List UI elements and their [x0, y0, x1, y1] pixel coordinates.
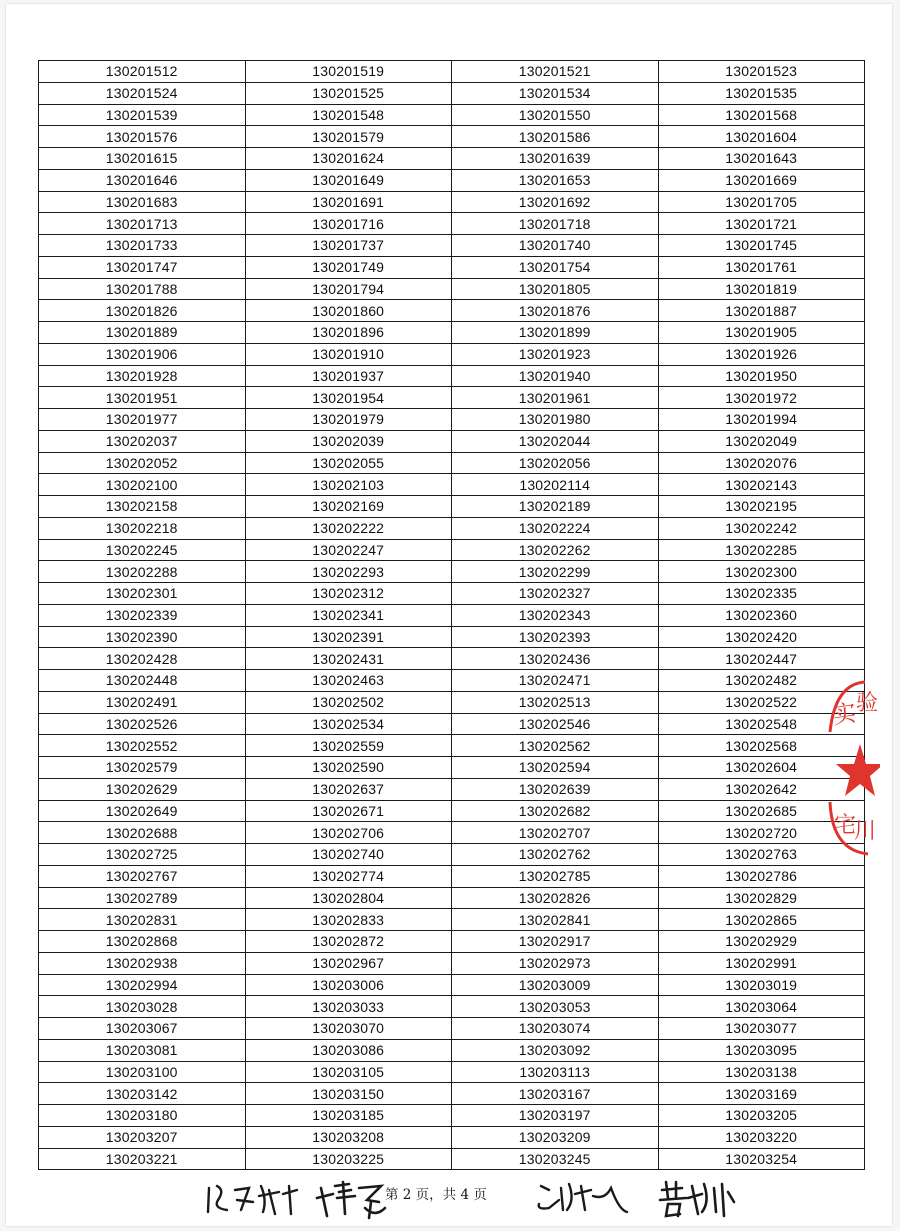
table-cell: 130203028	[39, 996, 246, 1018]
table-cell: 130203100	[39, 1061, 246, 1083]
table-row	[39, 713, 865, 735]
table-cell: 130201525	[245, 82, 452, 104]
table-cell: 130201980	[452, 409, 659, 431]
table-row	[39, 865, 865, 887]
table-cell: 130202639	[452, 778, 659, 800]
table-cell: 130202100	[39, 474, 246, 496]
table-cell: 130202502	[245, 691, 452, 713]
table-cell: 130202222	[245, 517, 452, 539]
table-cell: 130202463	[245, 670, 452, 692]
table-cell: 130202994	[39, 974, 246, 996]
svg-text:宅: 宅	[834, 813, 857, 838]
table-cell: 130203081	[39, 1039, 246, 1061]
table-cell: 130201896	[245, 322, 452, 344]
table-cell: 130203185	[245, 1105, 452, 1127]
table-cell: 130201604	[658, 126, 865, 148]
table-cell: 130201937	[245, 365, 452, 387]
table-cell: 130201887	[658, 300, 865, 322]
table-cell: 130202967	[245, 952, 452, 974]
table-cell: 130202938	[39, 952, 246, 974]
table-row	[39, 1148, 865, 1170]
table-row	[39, 409, 865, 431]
table-cell: 130203254	[658, 1148, 865, 1170]
table-cell: 130201940	[452, 365, 659, 387]
table-cell: 130202247	[245, 539, 452, 561]
table-cell: 130203067	[39, 1018, 246, 1040]
table-row	[39, 191, 865, 213]
table-cell: 130203225	[245, 1148, 452, 1170]
table-cell: 130202579	[39, 757, 246, 779]
table-cell: 130201876	[452, 300, 659, 322]
table-row	[39, 909, 865, 931]
table-row	[39, 387, 865, 409]
table-row	[39, 952, 865, 974]
table-cell: 130202833	[245, 909, 452, 931]
table-cell: 130202391	[245, 626, 452, 648]
table-cell: 130202327	[452, 583, 659, 605]
table-cell: 130202829	[658, 887, 865, 909]
table-cell: 130202762	[452, 844, 659, 866]
table-cell: 130202685	[658, 800, 865, 822]
table-cell: 130202868	[39, 931, 246, 953]
table-cell: 130201535	[658, 82, 865, 104]
table-cell: 130201747	[39, 256, 246, 278]
red-seal-stamp-icon	[820, 672, 880, 862]
table-cell: 130201524	[39, 82, 246, 104]
table-row	[39, 256, 865, 278]
table-cell: 130202831	[39, 909, 246, 931]
table-row	[39, 104, 865, 126]
table-cell: 130202973	[452, 952, 659, 974]
table-cell: 130202037	[39, 430, 246, 452]
table-cell: 130202707	[452, 822, 659, 844]
table-cell: 130202568	[658, 735, 865, 757]
table-cell: 130201737	[245, 235, 452, 257]
table-cell: 130202720	[658, 822, 865, 844]
table-cell: 130201745	[658, 235, 865, 257]
table-cell: 130201548	[245, 104, 452, 126]
table-row	[39, 496, 865, 518]
table-cell: 130202917	[452, 931, 659, 953]
table-row	[39, 1105, 865, 1127]
table-row	[39, 343, 865, 365]
table-cell: 130203113	[452, 1061, 659, 1083]
table-cell: 130202245	[39, 539, 246, 561]
table-cell: 130201950	[658, 365, 865, 387]
table-cell: 130201977	[39, 409, 246, 431]
table-cell: 130201534	[452, 82, 659, 104]
table-cell: 130202604	[658, 757, 865, 779]
table-cell: 130202103	[245, 474, 452, 496]
svg-text:实: 实	[830, 698, 859, 730]
table-cell: 130201788	[39, 278, 246, 300]
table-cell: 130202929	[658, 931, 865, 953]
table-cell: 130202552	[39, 735, 246, 757]
table-cell: 130201643	[658, 148, 865, 170]
table-cell: 130201718	[452, 213, 659, 235]
table-cell: 130203220	[658, 1126, 865, 1148]
signature-3	[535, 1180, 630, 1216]
table-cell: 130202725	[39, 844, 246, 866]
table-cell: 130201519	[245, 61, 452, 83]
table-cell: 130201521	[452, 61, 659, 83]
table-row	[39, 887, 865, 909]
svg-text:验: 验	[856, 691, 879, 716]
table-row	[39, 604, 865, 626]
table-cell: 130202826	[452, 887, 659, 909]
table-cell: 130203033	[245, 996, 452, 1018]
table-cell: 130202293	[245, 561, 452, 583]
table-cell: 130203150	[245, 1083, 452, 1105]
table-cell: 130202562	[452, 735, 659, 757]
table-cell: 130202076	[658, 452, 865, 474]
table-row	[39, 757, 865, 779]
table-cell: 130201740	[452, 235, 659, 257]
table-cell: 130202559	[245, 735, 452, 757]
signature-2	[315, 1178, 390, 1220]
table-cell: 130202804	[245, 887, 452, 909]
table-cell: 130203205	[658, 1105, 865, 1127]
table-cell: 130202189	[452, 496, 659, 518]
table-cell: 130201576	[39, 126, 246, 148]
table-cell: 130202285	[658, 539, 865, 561]
table-row	[39, 365, 865, 387]
table-cell: 130201972	[658, 387, 865, 409]
table-cell: 130201860	[245, 300, 452, 322]
table-row	[39, 213, 865, 235]
table-cell: 130201754	[452, 256, 659, 278]
table-cell: 130203138	[658, 1061, 865, 1083]
table-cell: 130202262	[452, 539, 659, 561]
table-cell: 130203070	[245, 1018, 452, 1040]
table-cell: 130202526	[39, 713, 246, 735]
signature-4	[658, 1178, 738, 1220]
table-cell: 130202390	[39, 626, 246, 648]
table-cell: 130202242	[658, 517, 865, 539]
table-cell: 130202052	[39, 452, 246, 474]
table-row	[39, 648, 865, 670]
table-cell: 130202343	[452, 604, 659, 626]
table-cell: 130202049	[658, 430, 865, 452]
table-cell: 130201761	[658, 256, 865, 278]
table-cell: 130202039	[245, 430, 452, 452]
table-row	[39, 1018, 865, 1040]
table-cell: 130201624	[245, 148, 452, 170]
table-cell: 130203019	[658, 974, 865, 996]
table-cell: 130202056	[452, 452, 659, 474]
table-cell: 130203086	[245, 1039, 452, 1061]
table-cell: 130202288	[39, 561, 246, 583]
table-cell: 130202872	[245, 931, 452, 953]
table-cell: 130201994	[658, 409, 865, 431]
table-row	[39, 800, 865, 822]
table-cell: 130202786	[658, 865, 865, 887]
table-cell: 130201691	[245, 191, 452, 213]
table-cell: 130202218	[39, 517, 246, 539]
table-cell: 130201646	[39, 169, 246, 191]
table-cell: 130203105	[245, 1061, 452, 1083]
svg-text:川: 川	[854, 819, 877, 844]
table-cell: 130202360	[658, 604, 865, 626]
table-cell: 130201794	[245, 278, 452, 300]
table-cell: 130201961	[452, 387, 659, 409]
signature-1	[205, 1180, 300, 1218]
table-cell: 130202789	[39, 887, 246, 909]
table-cell: 130203009	[452, 974, 659, 996]
table-cell: 130201923	[452, 343, 659, 365]
table-cell: 130203095	[658, 1039, 865, 1061]
table-cell: 130202339	[39, 604, 246, 626]
table-row	[39, 1126, 865, 1148]
table-cell: 130201639	[452, 148, 659, 170]
table-cell: 130202706	[245, 822, 452, 844]
table-row	[39, 300, 865, 322]
table-cell: 130203167	[452, 1083, 659, 1105]
table-cell: 130201568	[658, 104, 865, 126]
table-cell: 130202428	[39, 648, 246, 670]
table-row	[39, 148, 865, 170]
table-cell: 130202774	[245, 865, 452, 887]
table-cell: 130203074	[452, 1018, 659, 1040]
table-cell: 130201683	[39, 191, 246, 213]
table-cell: 130201579	[245, 126, 452, 148]
table-cell: 130201713	[39, 213, 246, 235]
table-row	[39, 169, 865, 191]
table-cell: 130202671	[245, 800, 452, 822]
table-cell: 130202393	[452, 626, 659, 648]
table-cell: 130203053	[452, 996, 659, 1018]
table-row	[39, 61, 865, 83]
table-cell: 130201653	[452, 169, 659, 191]
table-cell: 130202642	[658, 778, 865, 800]
table-cell: 130202299	[452, 561, 659, 583]
table-row	[39, 1083, 865, 1105]
table-row	[39, 931, 865, 953]
table-cell: 130202649	[39, 800, 246, 822]
table-cell: 130201721	[658, 213, 865, 235]
table-cell: 130201523	[658, 61, 865, 83]
table-row	[39, 691, 865, 713]
table-cell: 130203142	[39, 1083, 246, 1105]
table-cell: 130202590	[245, 757, 452, 779]
table-cell: 130203208	[245, 1126, 452, 1148]
table-cell: 130202341	[245, 604, 452, 626]
table-row	[39, 822, 865, 844]
table-cell: 130202522	[658, 691, 865, 713]
table-cell: 130201733	[39, 235, 246, 257]
table-cell: 130201826	[39, 300, 246, 322]
table-row	[39, 474, 865, 496]
table-row	[39, 735, 865, 757]
table-cell: 130202767	[39, 865, 246, 887]
table-row	[39, 844, 865, 866]
table-row	[39, 583, 865, 605]
table-cell: 130202335	[658, 583, 865, 605]
table-cell: 130202195	[658, 496, 865, 518]
table-cell: 130202300	[658, 561, 865, 583]
table-cell: 130202740	[245, 844, 452, 866]
table-cell: 130201899	[452, 322, 659, 344]
table-cell: 130202224	[452, 517, 659, 539]
table-cell: 130201512	[39, 61, 246, 83]
table-cell: 130202763	[658, 844, 865, 866]
table-row	[39, 539, 865, 561]
table-cell: 130203245	[452, 1148, 659, 1170]
table-row	[39, 278, 865, 300]
table-cell: 130202546	[452, 713, 659, 735]
table-cell: 130203169	[658, 1083, 865, 1105]
table-cell: 130202312	[245, 583, 452, 605]
table-cell: 130202447	[658, 648, 865, 670]
table-cell: 130202491	[39, 691, 246, 713]
table-cell: 130201692	[452, 191, 659, 213]
table-cell: 130201716	[245, 213, 452, 235]
table-cell: 130201928	[39, 365, 246, 387]
table-cell: 130203077	[658, 1018, 865, 1040]
table-row	[39, 126, 865, 148]
table-cell: 130202637	[245, 778, 452, 800]
table-cell: 130202420	[658, 626, 865, 648]
table-cell: 130202448	[39, 670, 246, 692]
table-cell: 130202143	[658, 474, 865, 496]
table-cell: 130202169	[245, 496, 452, 518]
table-row	[39, 82, 865, 104]
table-row	[39, 235, 865, 257]
table-cell: 130201954	[245, 387, 452, 409]
table-cell: 130202865	[658, 909, 865, 931]
table-cell: 130203207	[39, 1126, 246, 1148]
table-cell: 130202471	[452, 670, 659, 692]
table-cell: 130201749	[245, 256, 452, 278]
table-cell: 130202785	[452, 865, 659, 887]
table-row	[39, 561, 865, 583]
table-cell: 130201615	[39, 148, 246, 170]
table-cell: 130202301	[39, 583, 246, 605]
table-cell: 130202158	[39, 496, 246, 518]
table-cell: 130203221	[39, 1148, 246, 1170]
table-row	[39, 517, 865, 539]
table-cell: 130201819	[658, 278, 865, 300]
table-cell: 130202534	[245, 713, 452, 735]
table-row	[39, 778, 865, 800]
table-cell: 130203092	[452, 1039, 659, 1061]
page-number-footer: 第 2 页，共 4 页	[385, 1187, 487, 1203]
table-cell: 130202114	[452, 474, 659, 496]
table-cell: 130201979	[245, 409, 452, 431]
table-cell: 130202436	[452, 648, 659, 670]
table-cell: 130203064	[658, 996, 865, 1018]
table-cell: 130202629	[39, 778, 246, 800]
table-cell: 130203197	[452, 1105, 659, 1127]
table-cell: 130201649	[245, 169, 452, 191]
table-cell: 130202431	[245, 648, 452, 670]
table-cell: 130202841	[452, 909, 659, 931]
table-cell: 130202594	[452, 757, 659, 779]
table-row	[39, 626, 865, 648]
table-cell: 130202682	[452, 800, 659, 822]
table-row	[39, 670, 865, 692]
table-cell: 130201539	[39, 104, 246, 126]
table-row	[39, 1061, 865, 1083]
table-cell: 130201705	[658, 191, 865, 213]
table-cell: 130202548	[658, 713, 865, 735]
table-cell: 130202991	[658, 952, 865, 974]
table-row	[39, 996, 865, 1018]
table-cell: 130202688	[39, 822, 246, 844]
table-cell: 130201906	[39, 343, 246, 365]
table-cell: 130202055	[245, 452, 452, 474]
table-row	[39, 452, 865, 474]
table-cell: 130201805	[452, 278, 659, 300]
table-cell: 130201951	[39, 387, 246, 409]
table-row	[39, 974, 865, 996]
table-cell: 130202482	[658, 670, 865, 692]
table-cell: 130203209	[452, 1126, 659, 1148]
table-cell: 130201910	[245, 343, 452, 365]
table-cell: 130201586	[452, 126, 659, 148]
table-cell: 130203006	[245, 974, 452, 996]
table-cell: 130201889	[39, 322, 246, 344]
table-cell: 130201550	[452, 104, 659, 126]
table-row	[39, 430, 865, 452]
table-body	[39, 61, 865, 1170]
table-cell: 130202044	[452, 430, 659, 452]
table-cell: 130202513	[452, 691, 659, 713]
id-number-table	[38, 60, 865, 1170]
table-cell: 130201669	[658, 169, 865, 191]
table-row	[39, 1039, 865, 1061]
table-row	[39, 322, 865, 344]
table-cell: 130203180	[39, 1105, 246, 1127]
table-cell: 130201905	[658, 322, 865, 344]
table-cell: 130201926	[658, 343, 865, 365]
